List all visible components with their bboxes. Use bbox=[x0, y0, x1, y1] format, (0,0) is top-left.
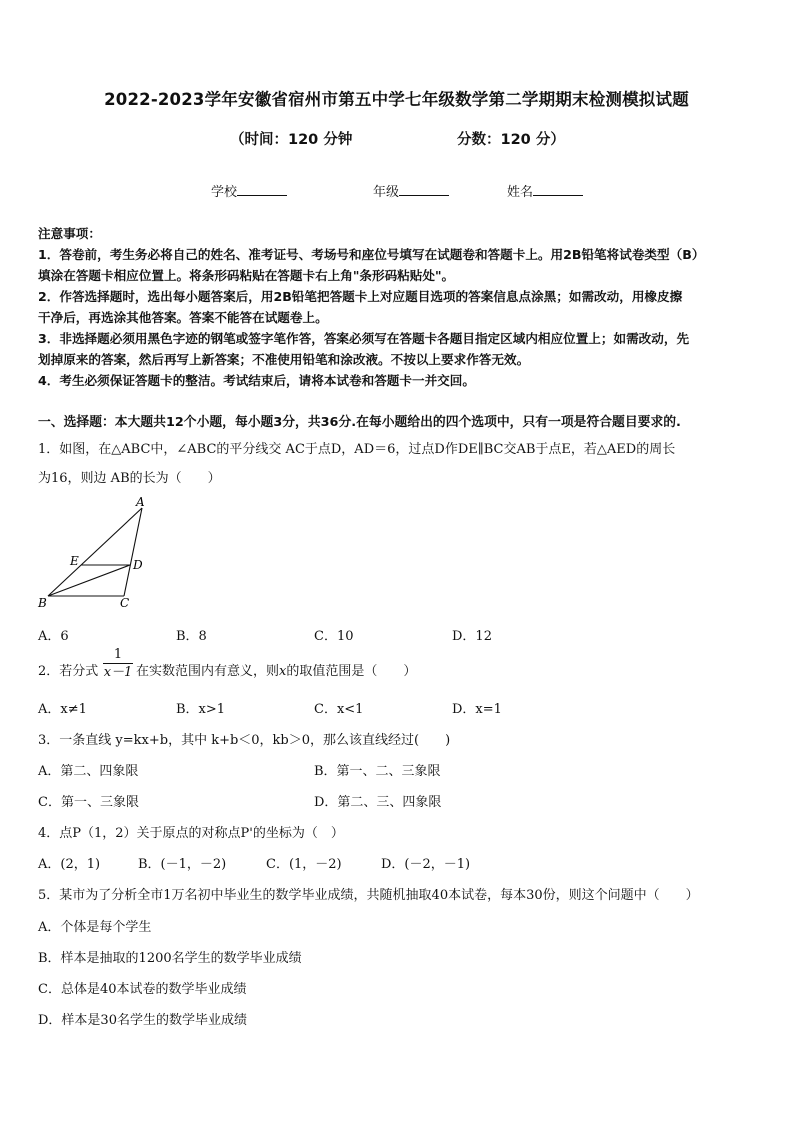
q3-option-c[interactable]: C．第一、三象限 bbox=[38, 795, 139, 810]
fraction-numerator: 1 bbox=[113, 647, 123, 662]
q1-option-b[interactable]: B．8 bbox=[176, 629, 207, 644]
notes-line: 2．作答选择题时，选出每小题答案后，用2B铅笔把答题卡上对应题目选项的答案信息点涂黑；如需改动，用橡皮擦 bbox=[38, 289, 683, 304]
q5-option-d[interactable]: D．样本是30名学生的数学毕业成绩 bbox=[38, 1013, 247, 1028]
q4-option-b[interactable]: B．(－1，－2) bbox=[138, 857, 227, 872]
name-blank[interactable] bbox=[533, 183, 583, 196]
school-label: 学校 bbox=[211, 185, 238, 200]
vertex-label-b: B bbox=[38, 596, 47, 610]
q1-option-d[interactable]: D．12 bbox=[452, 629, 492, 644]
q5-option-c[interactable]: C．总体是40本试卷的数学毕业成绩 bbox=[38, 982, 247, 997]
school-blank[interactable] bbox=[237, 183, 287, 196]
q5-option-a[interactable]: A．个体是每个学生 bbox=[38, 920, 152, 935]
fraction-denominator: x－1 bbox=[103, 665, 133, 680]
notes-line: 干净后，再选涂其他答案。答案不能答在试题卷上。 bbox=[38, 310, 328, 325]
name-label: 姓名 bbox=[507, 185, 534, 200]
grade-blank[interactable] bbox=[399, 183, 449, 196]
section-heading: 一、选择题：本大题共12个小题，每小题3分，共36分.在每小题给出的四个选项中，只有一项是符合题目要求的. bbox=[38, 415, 681, 430]
question-2-text bbox=[136, 660, 416, 679]
notes-line: 3．非选择题必须用黑色字迹的钢笔或签字笔作答，答案必须写在答题卡各题目指定区域内相应位置上；如需改动，先 bbox=[38, 331, 690, 346]
vertex-label-d: D bbox=[133, 558, 143, 572]
vertex-label-e: E bbox=[70, 554, 79, 568]
grade-label: 年级 bbox=[373, 185, 400, 200]
question-1-text-cont: 为16，则边 AB的长为（ ） bbox=[38, 471, 221, 486]
school-field bbox=[211, 181, 287, 200]
notes-line: 4．考生必须保证答题卡的整洁。考试结束后，请将本试卷和答题卡一并交回。 bbox=[38, 373, 475, 388]
question-2-var: x bbox=[279, 664, 287, 679]
q2-option-a[interactable]: A．x≠1 bbox=[38, 702, 87, 717]
question-2-suffix2: 的取值范围是（ ） bbox=[286, 664, 417, 679]
exam-time: （时间：120 分钟 bbox=[230, 132, 353, 148]
notes-line: 1．答卷前，考生务必将自己的姓名、准考证号、考场号和座位号填写在试题卷和答题卡上。用2B铅笔将试卷类型（B） bbox=[38, 247, 705, 262]
q1-option-a[interactable]: A．6 bbox=[38, 629, 69, 644]
q3-option-b[interactable]: B．第一、二、三象限 bbox=[314, 764, 441, 779]
question-4-text: 4．点P（1，2）关于原点的对称点P'的坐标为（ ） bbox=[38, 826, 344, 841]
q2-option-d[interactable]: D．x=1 bbox=[452, 702, 502, 717]
question-2-suffix: 在实数范围内有意义，则 bbox=[136, 664, 280, 679]
q2-option-c[interactable]: C．x<1 bbox=[314, 702, 364, 717]
question-2-prefix: 2．若分式 bbox=[38, 664, 99, 679]
q3-option-d[interactable]: D．第二、三、四象限 bbox=[314, 795, 442, 810]
q4-option-c[interactable]: C．(1，－2) bbox=[266, 857, 342, 872]
question-3-text: 3．一条直线 y=kx+b，其中 k+b＜0，kb＞0，那么该直线经过( ) bbox=[38, 733, 451, 748]
grade-field bbox=[373, 181, 449, 200]
page-title: 2022-2023学年安徽省宿州市第五中学七年级数学第二学期期末检测模拟试题 bbox=[104, 90, 689, 109]
exam-score: 分数：120 分） bbox=[457, 132, 565, 148]
q4-option-a[interactable]: A．(2，1) bbox=[38, 857, 101, 872]
q5-option-b[interactable]: B．样本是抽取的1200名学生的数学毕业成绩 bbox=[38, 951, 302, 966]
notes-heading: 注意事项： bbox=[38, 226, 101, 241]
question-5-text: 5．某市为了分析全市1万名初中毕业生的数学毕业成绩，共随机抽取40本试卷，每本30份，则这个问题中（ ） bbox=[38, 888, 699, 903]
fraction-bar bbox=[103, 663, 133, 664]
notes-line: 划掉原来的答案，然后再写上新答案；不准使用铅笔和涂改液。不按以上要求作答无效。 bbox=[38, 352, 530, 367]
vertex-label-a: A bbox=[136, 495, 145, 509]
question-1-text: 1．如图，在△ABC中，∠ABC的平分线交 AC于点D，AD＝6，过点D作DE∥BC交AB于点E，若△AED的周长 bbox=[38, 442, 676, 457]
name-field bbox=[507, 181, 583, 200]
q2-option-b[interactable]: B．x>1 bbox=[176, 702, 226, 717]
q1-option-c[interactable]: C．10 bbox=[314, 629, 354, 644]
fraction bbox=[103, 647, 133, 680]
vertex-label-c: C bbox=[120, 596, 130, 610]
q4-option-d[interactable]: D．(－2，－1) bbox=[381, 857, 471, 872]
notes-line: 填涂在答题卡相应位置上。将条形码粘贴在答题卡右上角"条形码粘贴处"。 bbox=[38, 268, 455, 283]
q3-option-a[interactable]: A．第二、四象限 bbox=[38, 764, 139, 779]
triangle-figure bbox=[30, 492, 160, 614]
